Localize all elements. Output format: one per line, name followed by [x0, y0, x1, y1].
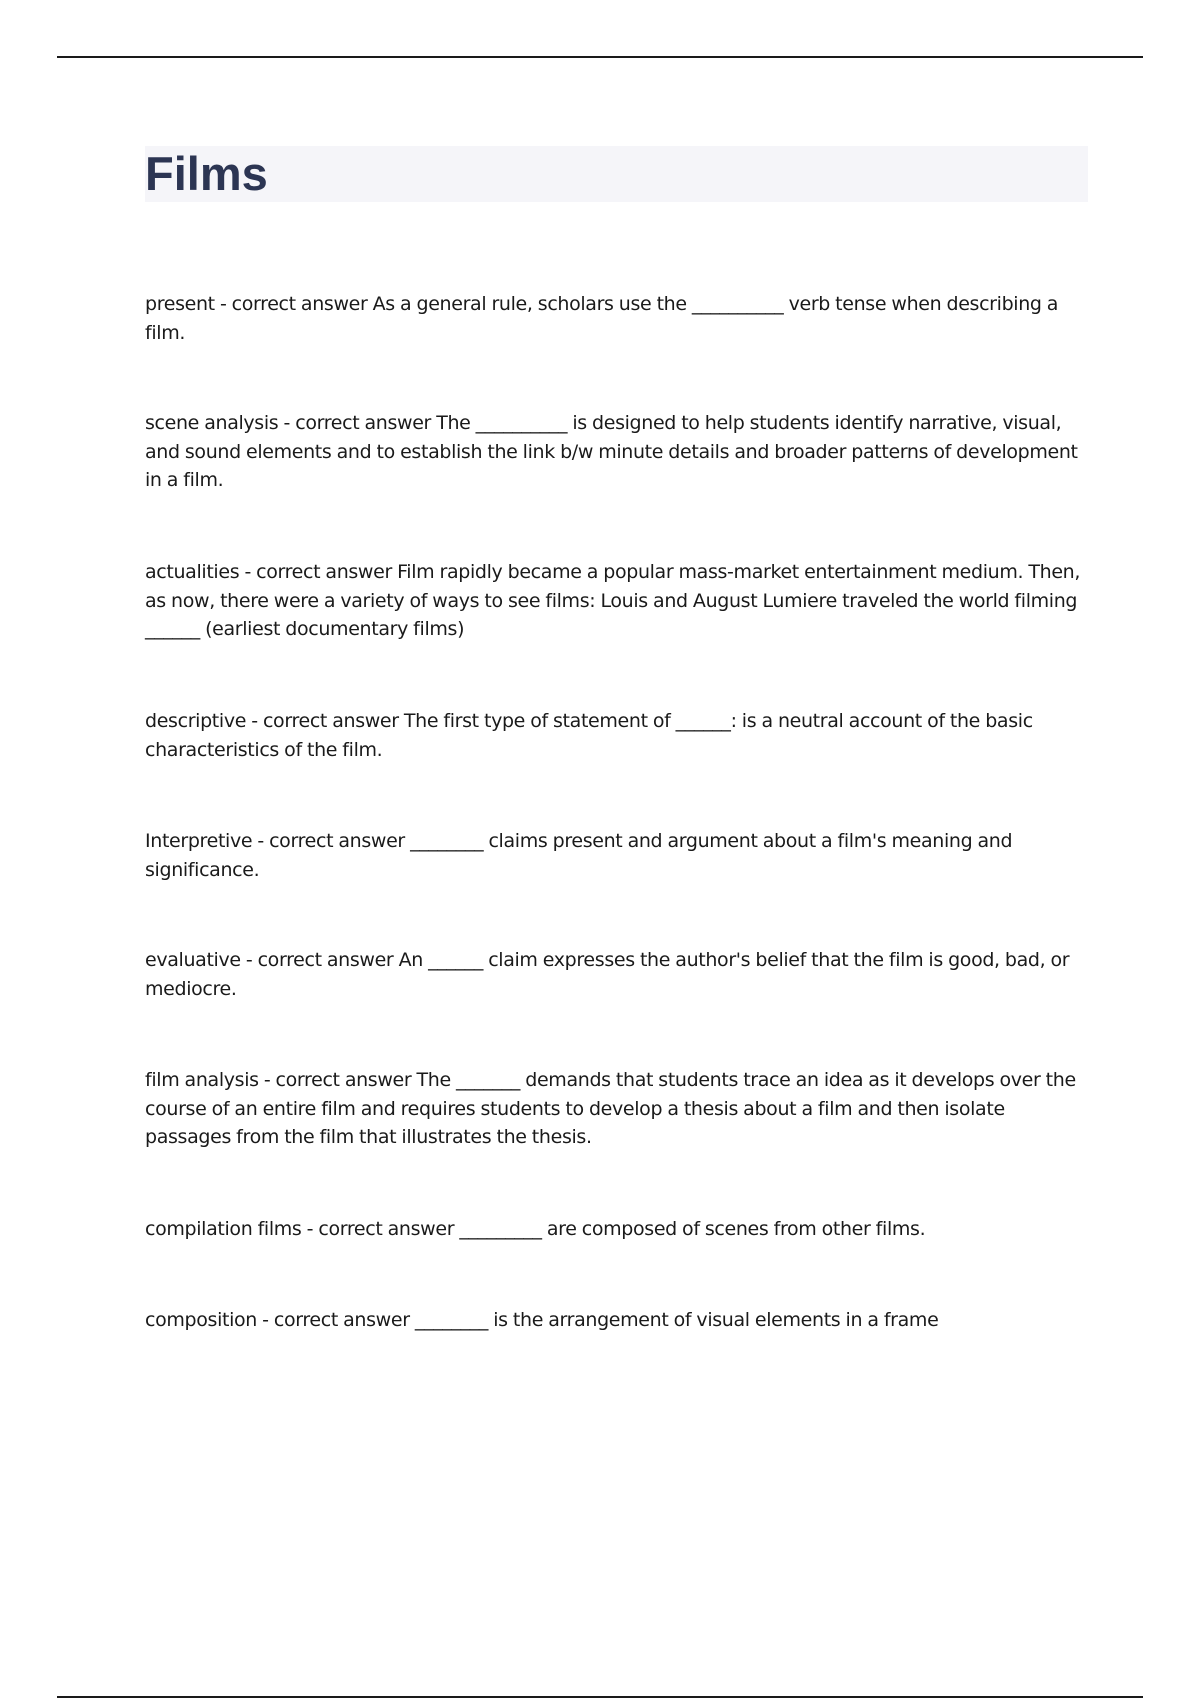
flashcard-entry-descriptive: descriptive - correct answer The first type of statement of ______: is a neutral account of the basic characteristics of the film. — [145, 710, 1033, 761]
flashcard-entry-composition: composition - correct answer ________ is the arrangement of visual elements in a frame — [145, 1309, 939, 1331]
flashcard-entry-actualities: actualities - correct answer Film rapidly became a popular mass-market entertainment medium. Then, as now, there were a variety of ways to see films: Louis and August Lumiere traveled the world filming ______ (earliest documentary films) — [145, 561, 1081, 640]
flashcard-entry-evaluative: evaluative - correct answer An ______ claim expresses the author's belief that the film is good, bad, or mediocre. — [145, 949, 1070, 1000]
title-band — [145, 146, 1088, 202]
flashcard-entry-interpretive: Interpretive - correct answer ________ claims present and argument about a film's meaning and significance. — [145, 830, 1013, 881]
page-title: Films — [145, 147, 268, 200]
flashcard-entry-film-analysis: film analysis - correct answer The _______ demands that students trace an idea as it develops over the course of an entire film and requires students to develop a thesis about a film and then isolate passages from the film that illustrates the thesis. — [145, 1069, 1076, 1148]
header-rule — [57, 56, 1143, 58]
flashcard-entry-present: present - correct answer As a general rule, scholars use the __________ verb tense when describing a film. — [145, 293, 1059, 344]
flashcard-entry-compilation-films: compilation films - correct answer _________ are composed of scenes from other films. — [145, 1218, 926, 1240]
flashcard-entry-scene-analysis: scene analysis - correct answer The __________ is designed to help students identify narrative, visual, and sound elements and to establish the link b/w minute details and broader patterns of development in a film. — [145, 412, 1078, 491]
footer-rule — [57, 1696, 1143, 1698]
